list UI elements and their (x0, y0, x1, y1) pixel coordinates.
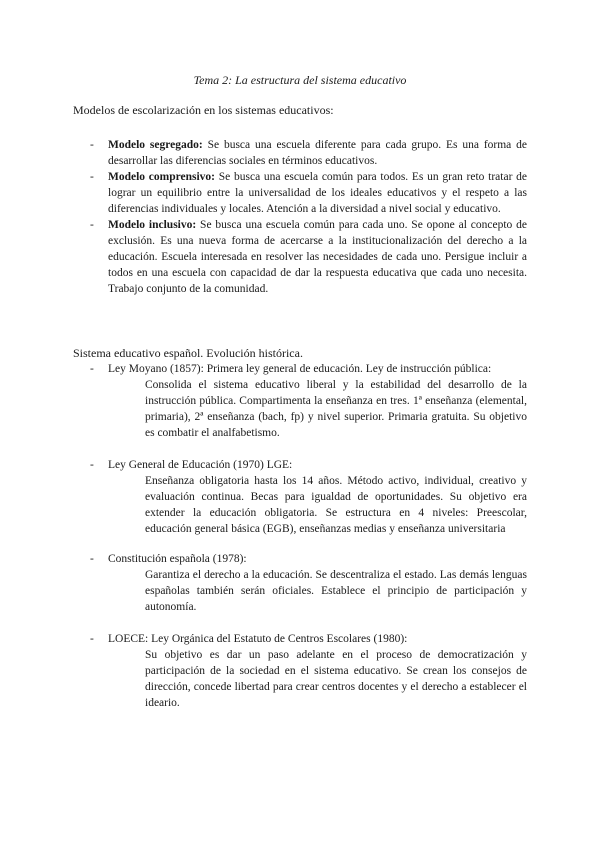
bullet-text: Se busca una escuela común para todos. Es un gran reto tratar de lograr un equilibrio entre la universalidad de los ideales educativos y el respeto a las diferencias individuales y locales. Atención a la diversidad a nivel social y educativo. (108, 171, 527, 215)
page-title: Tema 2: La estructura del sistema educativo (193, 73, 407, 87)
dash-bullet: - (90, 633, 94, 645)
history-item-title: - Constitución española (1978): (90, 553, 247, 565)
history-item-description: Garantiza el derecho a la educación. Se descentraliza el estado. Las demás lenguas españolas también serán oficiales. Establece el principio de participación y autonomía. (145, 569, 527, 613)
dash-bullet: - (90, 459, 94, 471)
history-item-lge (73, 457, 527, 537)
section-heading-history: Sistema educativo español. Evolución histórica. (73, 346, 303, 360)
history-item-loece (73, 631, 527, 711)
bullet-label: Modelo segregado: (108, 139, 203, 151)
history-item-title: - LOECE: Ley Orgánica del Estatuto de Centros Escolares (1980): (90, 633, 408, 645)
dash-bullet: - (90, 553, 94, 565)
bullet-text: Se busca una escuela común para cada uno. Se opone al concepto de exclusión. Es una nueva forma de acercarse a la institucionalización del derecho a la educación. Escuela interesada en resolver las necesidades de cada uno. Persigue incluir a todos en una escuela con capacidad de dar la respuesta educativa que cada uno necesita. Trabajo conjunto de la comunidad. (108, 219, 527, 295)
history-item-ley-moyano (73, 361, 527, 441)
bullet-label: Modelo comprensivo: (108, 171, 216, 183)
history-item-constitucion (73, 551, 527, 615)
list-item-inclusive (73, 217, 527, 297)
bullet-label: Modelo inclusivo: (108, 219, 197, 231)
history-item-description: Su objetivo es dar un paso adelante en el proceso de democratización y participación de la sociedad en el sistema educativo. Se crean los consejos de dirección, concede libertad para crear centros docentes y el derecho a establecer el ideario. (145, 649, 527, 709)
list-item-segregated (73, 137, 527, 169)
section-heading-models: Modelos de escolarización en los sistemas educativos: (73, 103, 334, 117)
dash-bullet: - (90, 363, 94, 375)
history-item-title: - Ley General de Educación (1970) LGE: (90, 459, 293, 471)
bullet-text: Se busca una escuela diferente para cada grupo. Es una forma de desarrollar las diferencias sociales en términos educativos. (108, 139, 527, 167)
list-item-comprehensive (73, 169, 527, 217)
dash-bullet: - (90, 219, 94, 231)
dash-bullet: - (90, 171, 94, 183)
history-item-title: - Ley Moyano (1857): Primera ley general de educación. Ley de instrucción pública: (90, 363, 492, 375)
history-item-description: Consolida el sistema educativo liberal y la estabilidad del desarrollo de la instrucción pública. Compartimenta la enseñanza en tres. 1ª enseñanza (elemental, primaria), 2ª enseñanza (bach, fp) y nivel superior. Primaria gratuita. Su objetivo es combatir el analfabetismo. (145, 379, 527, 439)
history-item-description: Enseñanza obligatoria hasta los 14 años. Método activo, individual, creativo y evaluación continua. Becas para igualdad de oportunidades. Su objetivo era extender la educación obligatoria. Se estructura en 4 niveles: Preescolar, educación general básica (EGB), enseñanzas medias y enseñanza universitaria (145, 475, 527, 535)
models-list (73, 137, 527, 297)
dash-bullet: - (90, 139, 94, 151)
